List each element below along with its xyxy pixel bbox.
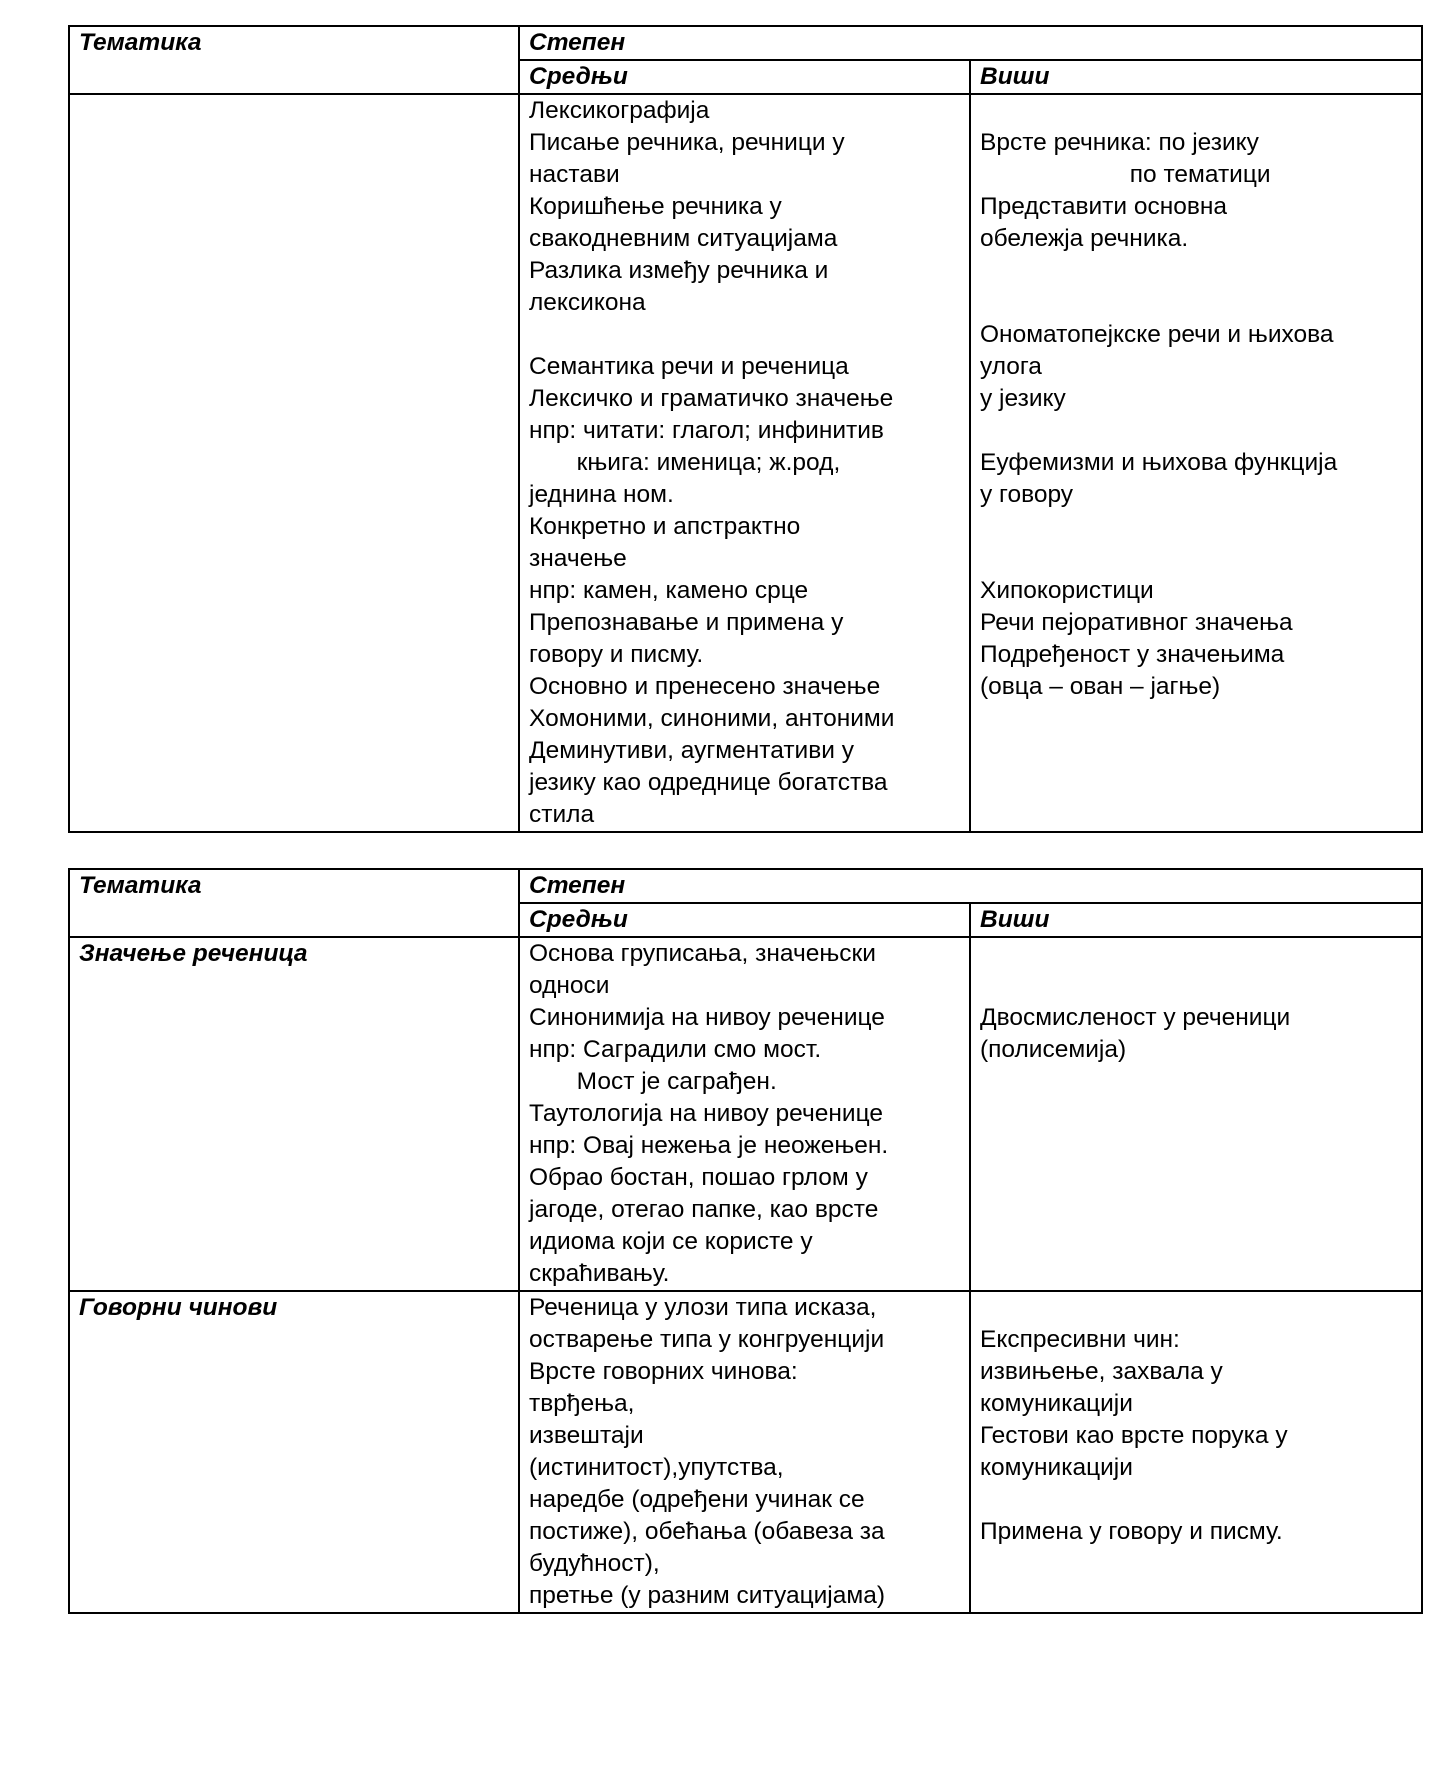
cell-line: стила (529, 801, 595, 828)
cell-line: Ономатопејкске речи и њихова (980, 321, 1334, 348)
cell-line: Хипокористици (980, 577, 1154, 604)
cell-line (980, 95, 1412, 127)
cell-line: језику као одреднице богатства (529, 769, 888, 796)
cell-line (980, 511, 1412, 543)
higher-level-cell (970, 1291, 1422, 1613)
cell-line: Реченица у улози типа исказа, (529, 1294, 877, 1321)
cell-line: Двосмисленост у реченици (980, 1004, 1291, 1031)
curriculum-table-2 (68, 868, 1423, 1614)
cell-line: по тематици (980, 161, 1271, 188)
cell-line: претње (у разним ситуацијама) (529, 1582, 886, 1609)
cell-line: обележја речника. (980, 225, 1189, 252)
middle-level-cell (519, 94, 970, 832)
cell-line: идиома који се користе у (529, 1228, 813, 1255)
topic-cell (69, 94, 519, 832)
cell-line: Врсте речника: по језику (980, 129, 1259, 156)
cell-line (980, 1484, 1412, 1516)
cell-line: Врсте говорних чинова: (529, 1358, 798, 1385)
cell-line: нпр: Саградили смо мост. (529, 1036, 822, 1063)
topic-cell: Значење реченица (69, 937, 519, 1291)
cell-line (980, 415, 1412, 447)
cell-line: нпр: читати: глагол; инфинитив (529, 417, 884, 444)
higher-level-header: Виши (970, 60, 1422, 94)
cell-line: извињење, захвала у (980, 1358, 1223, 1385)
cell-line (980, 255, 1412, 287)
cell-line: односи (529, 972, 610, 999)
cell-line: једнина ном. (529, 481, 674, 508)
cell-line (980, 1292, 1412, 1324)
cell-line: комуникацији (980, 1454, 1133, 1481)
cell-line (980, 938, 1412, 970)
cell-line: нпр: Овај нежења је неожењен. (529, 1132, 889, 1159)
cell-line (980, 287, 1412, 319)
cell-line: у језику (980, 385, 1066, 412)
cell-line: књига: именица; ж.род, (529, 449, 841, 476)
cell-line: јагоде, отегао папке, као врсте (529, 1196, 879, 1223)
middle-level-header: Средњи (519, 60, 970, 94)
cell-line: (истинитост),упутства, (529, 1454, 784, 1481)
cell-line: Писање речника, речници у (529, 129, 845, 156)
higher-level-cell (970, 94, 1422, 832)
cell-line: (полисемија) (980, 1036, 1127, 1063)
cell-line (980, 970, 1412, 1002)
cell-line: Речи пејоративног значења (980, 609, 1293, 636)
curriculum-table-1 (68, 25, 1423, 833)
cell-line: комуникацији (980, 1390, 1133, 1417)
cell-line: извештаји (529, 1422, 644, 1449)
cell-line: Представити основна (980, 193, 1228, 220)
cell-line: Примена у говору и писму. (980, 1518, 1283, 1545)
cell-line: Хомоними, синоними, антоними (529, 705, 895, 732)
cell-line: Гестови као врсте порука у (980, 1422, 1288, 1449)
higher-level-cell (970, 937, 1422, 1291)
cell-line: Таутологија на нивоу реченице (529, 1100, 883, 1127)
topic-header: Тематика (69, 26, 519, 94)
cell-line: настави (529, 161, 620, 188)
cell-line: Деминутиви, аугментативи у (529, 737, 854, 764)
table-row (69, 1291, 1422, 1613)
level-header: Степен (519, 26, 1422, 60)
higher-level-header: Виши (970, 903, 1422, 937)
cell-line: значење (529, 545, 627, 572)
cell-line: Коришћење речника у (529, 193, 782, 220)
cell-line (529, 319, 960, 351)
cell-line: лексикона (529, 289, 646, 316)
middle-level-header: Средњи (519, 903, 970, 937)
cell-line: Основа груписања, значењски (529, 940, 876, 967)
table-row (69, 94, 1422, 832)
cell-line: свакодневним ситуацијама (529, 225, 838, 252)
cell-line: тврђења, (529, 1390, 635, 1417)
cell-line: Мост је саграђен. (529, 1068, 777, 1095)
cell-line: Основно и пренесено значење (529, 673, 881, 700)
cell-line: нпр: камен, камено срце (529, 577, 809, 604)
cell-line: говору и писму. (529, 641, 704, 668)
cell-line: Подређеност у значењима (980, 641, 1285, 668)
middle-level-cell (519, 937, 970, 1291)
cell-line: наредбе (одређени учинак се (529, 1486, 865, 1513)
middle-level-cell (519, 1291, 970, 1613)
cell-line: (овца – ован – јагње) (980, 673, 1221, 700)
cell-line: Конкретно и апстрактно (529, 513, 801, 540)
cell-line: остварење типа у конгруенцији (529, 1326, 885, 1353)
cell-line: будућност), (529, 1550, 660, 1577)
cell-line: Лексичко и граматичко значење (529, 385, 894, 412)
cell-line: постиже), обећања (обавеза за (529, 1518, 885, 1545)
cell-line: Семантика речи и реченица (529, 353, 849, 380)
cell-line: Лексикографија (529, 97, 710, 124)
cell-line: Обрао бостан, пошао грлом у (529, 1164, 868, 1191)
table-row (69, 937, 1422, 1291)
cell-line: Еуфемизми и њихова функција (980, 449, 1338, 476)
level-header: Степен (519, 869, 1422, 903)
cell-line: скраћивању. (529, 1260, 670, 1287)
topic-cell: Говорни чинови (69, 1291, 519, 1613)
cell-line (980, 543, 1412, 575)
topic-header: Тематика (69, 869, 519, 937)
cell-line: у говору (980, 481, 1074, 508)
cell-line: Препознавање и примена у (529, 609, 844, 636)
cell-line: Разлика између речника и (529, 257, 829, 284)
cell-line: улога (980, 353, 1042, 380)
cell-line: Синонимија на нивоу реченице (529, 1004, 885, 1031)
cell-line: Експресивни чин: (980, 1326, 1180, 1353)
